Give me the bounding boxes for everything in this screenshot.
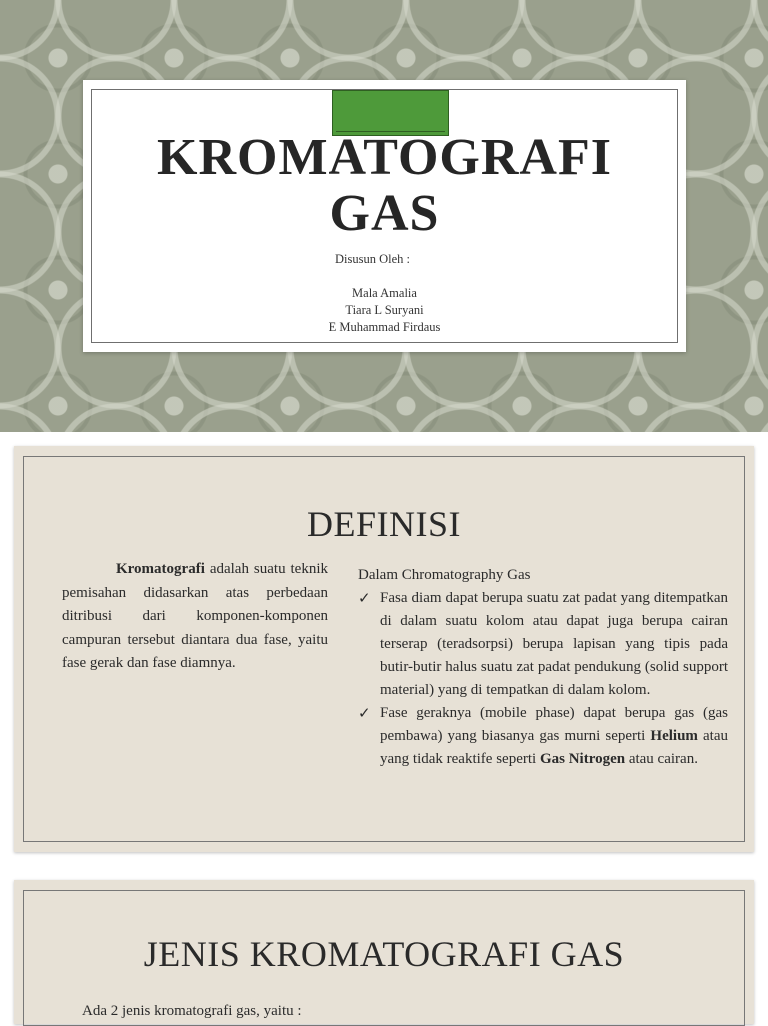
definition-left-column <box>62 558 328 676</box>
title-slide <box>0 0 768 432</box>
definition-slide-border <box>23 456 745 842</box>
gas-chromatography-lead: Dalam Chromatography Gas <box>358 567 531 583</box>
author-name-3: E Muhammad Firdaus <box>328 320 441 334</box>
author-name-1: Mala Amalia <box>352 286 417 300</box>
definition-text: adalah suatu teknik pemisahan didasarkan atas perbedaan ditribusi dari komponen-komponen campuran tersebut diantara dua fase, yaitu fase gerak dan fase diamnya. <box>62 561 328 671</box>
gas-chromatography-list <box>358 587 728 771</box>
definition-title: DEFINISI <box>307 504 461 544</box>
author-spacer <box>92 268 677 285</box>
list-item-stationary-phase <box>358 587 728 702</box>
presentation-title <box>92 130 677 242</box>
title-line-2: GAS <box>329 185 440 242</box>
title-card-border <box>91 89 678 343</box>
types-intro-text: Ada 2 jenis kromatografi gas, yaitu : <box>82 1003 302 1019</box>
types-slide <box>14 880 754 1024</box>
title-line-1: KROMATOGRAFI <box>157 129 612 186</box>
term-kromatografi: Kromatografi <box>116 561 205 577</box>
types-title: JENIS KROMATOGRAFI GAS <box>143 934 625 974</box>
definition-slide <box>14 446 754 852</box>
check-icon: ✓ <box>358 589 371 607</box>
term-gas-nitrogen: Gas Nitrogen <box>539 751 626 767</box>
title-card <box>83 80 686 352</box>
types-slide-border <box>23 890 745 1026</box>
check-icon: ✓ <box>358 704 371 722</box>
definition-right-column <box>358 564 728 771</box>
mobile-phase-text-2: atau yang tidak reaktife seperti <box>380 728 728 767</box>
list-item-mobile-phase <box>358 702 728 771</box>
mobile-phase-text-1: Fase geraknya (mobile phase) dapat berupa gas (gas pembawa) yang biasanya gas murni seperti <box>380 705 728 744</box>
author-name-2: Tiara L Suryani <box>345 303 424 317</box>
author-label: Disusun Oleh : <box>335 252 410 266</box>
author-block <box>92 251 677 336</box>
stationary-phase-text: Fasa diam dapat berupa suatu zat padat yang ditempatkan di dalam suatu kolom atau dapat juga berupa cairan terserap (teradsorpsi) berupa lapisan yang tipis pada butir-butir halus suatu zat padat pendukung (solid support material) yang di tempatkan di dalam kolom. <box>380 590 728 698</box>
mobile-phase-text-3: atau cairan. <box>625 751 698 767</box>
term-helium: Helium <box>650 728 698 744</box>
